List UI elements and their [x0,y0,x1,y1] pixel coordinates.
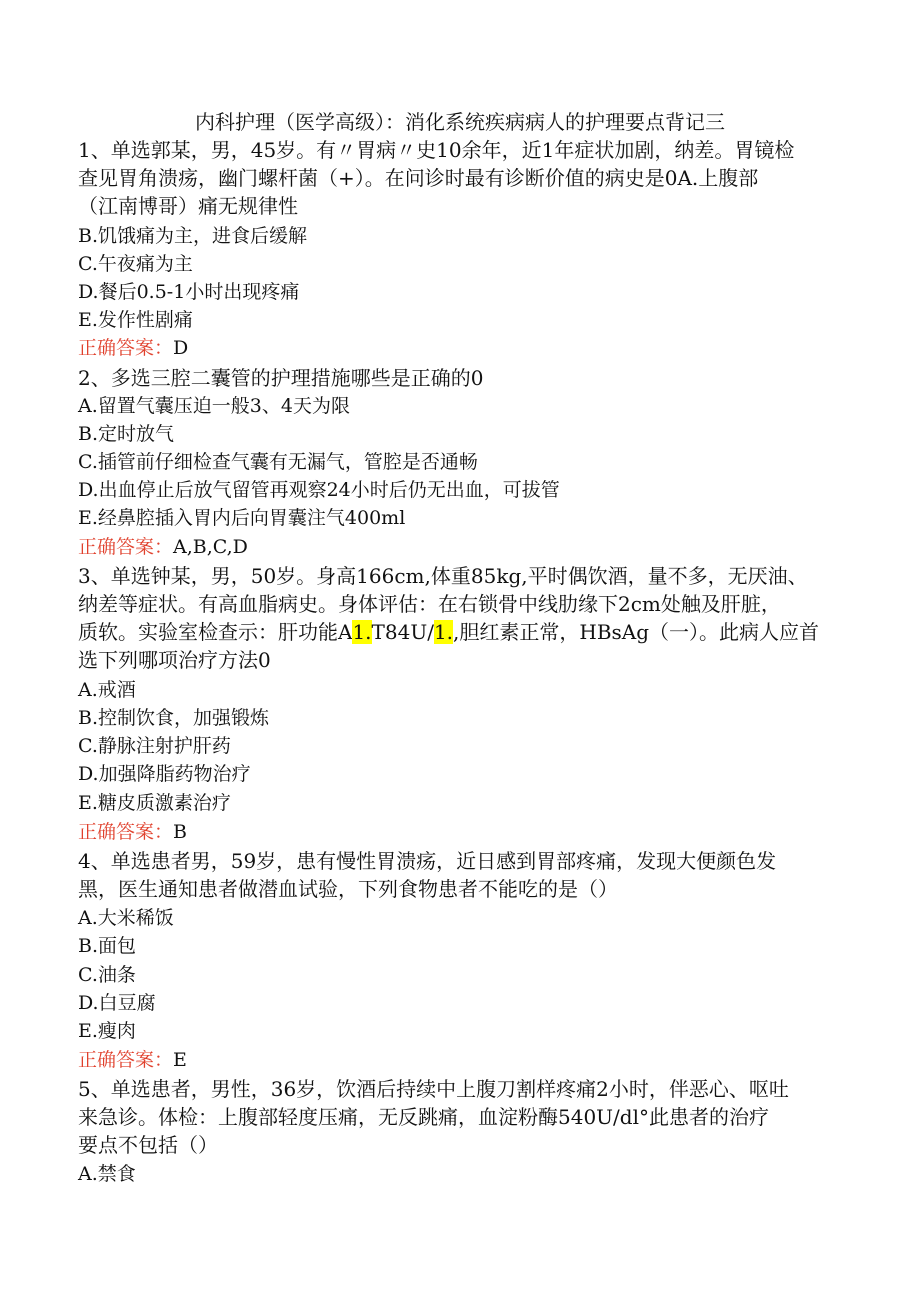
option-line: E.瘦肉 [78,1020,136,1042]
question-2-stem [78,364,848,392]
option-line: A.禁食 [78,1163,136,1185]
question-text-line: 查见胃角溃疡，幽门螺杆菌（+）。在问诊时最有诊断价值的病史是0A.上腹部 [78,166,759,190]
answer-value: E [173,1049,187,1071]
option-line: D.加强降脂药物治疗 [78,763,251,785]
answer-label: 正确答案： [78,1049,174,1071]
question-text-line: 1、单选郭某，男，45岁。有〃胃病〃史10余年，近1年症状加剧，纳差。胃镜检 [78,138,795,162]
question-1-stem [78,136,848,220]
highlighted-text: 1. [352,620,372,644]
option-line: B.控制饮食，加强锻炼 [78,707,270,729]
answer-line [78,1046,187,1074]
question-text-line: 5、单选患者，男性，36岁，饮酒后持续中上腹刀割样疼痛2小时，伴恶心、呕吐 [78,1077,789,1101]
answer-line [78,334,188,362]
question-text-line: 纳差等症状。有高血脂病史。身体评估：在右锁骨中线肋缘下2cm处触及肝脏， [78,592,781,616]
option-line: C.插管前仔细检查气囊有无漏气，管腔是否通畅 [78,451,478,473]
option-line: E.糖皮质激素治疗 [78,792,231,814]
question-text-line: 4、单选患者男，59岁，患有慢性胃溃疡，近日感到胃部疼痛，发现大便颜色发 [78,849,777,873]
question-text-line: （江南博哥）痛无规律性 [78,194,298,218]
answer-label: 正确答案： [78,337,174,359]
option-line: C.油条 [78,964,136,986]
answer-label: 正确答案： [78,821,174,843]
question-5-stem [78,1075,848,1159]
option-line: E.发作性剧痛 [78,309,193,331]
question-text-line: 要点不包括（） [78,1133,218,1157]
option-line: C.午夜痛为主 [78,253,193,275]
text-run: 质软。实验室检查示：肝功能A [78,620,353,644]
option-line: C.静脉注射护肝药 [78,735,231,757]
page-title: 内科护理（医学高级）：消化系统疾病病人的护理要点背记三 [195,110,725,134]
option-line: A.大米稀饭 [78,907,174,929]
question-text-line: 来急诊。体检：上腹部轻度压痛，无反跳痛，血淀粉酶540U/dl°此患者的治疗 [78,1105,769,1129]
option-line: D.餐后0.5-1小时出现疼痛 [78,281,300,303]
question-text-line [78,618,848,646]
option-line: D.出血停止后放气留管再观察24小时后仍无出血，可拔管 [78,479,560,501]
answer-value: A,B,C,D [173,536,248,558]
highlighted-text: 1. [433,620,454,644]
option-line: B.定时放气 [78,423,175,445]
text-run: ,胆红素正常，HBsAg（一）。此病人应首 [453,620,820,644]
question-text-line: 黑，医生通知患者做潜血试验，下列食物患者不能吃的是（） [78,877,618,901]
answer-label: 正确答案： [78,536,174,558]
question-text-line: 2、多选三腔二囊管的护理措施哪些是正确的0 [78,366,484,390]
answer-line [78,818,187,846]
option-line: A.留置气囊压迫一般3、4天为限 [78,395,350,417]
text-run: T84U/ [371,620,434,644]
question-3-stem [78,562,848,674]
option-line: B.面包 [78,935,137,957]
question-4-stem [78,847,848,903]
question-text-line: 选下列哪项治疗方法0 [78,648,271,672]
answer-line [78,533,248,561]
answer-value: B [173,821,187,843]
option-line: D.白豆腐 [78,992,156,1014]
option-line: B.饥饿痛为主，进食后缓解 [78,225,308,247]
option-line: A.戒酒 [78,679,136,701]
option-line: E.经鼻腔插入胃内后向胃囊注气400ml [78,507,406,529]
answer-value: D [173,337,189,359]
question-text-line: 3、单选钟某，男，50岁。身高166cm,体重85kg,平时偶饮酒，量不多，无厌油、 [78,564,808,588]
